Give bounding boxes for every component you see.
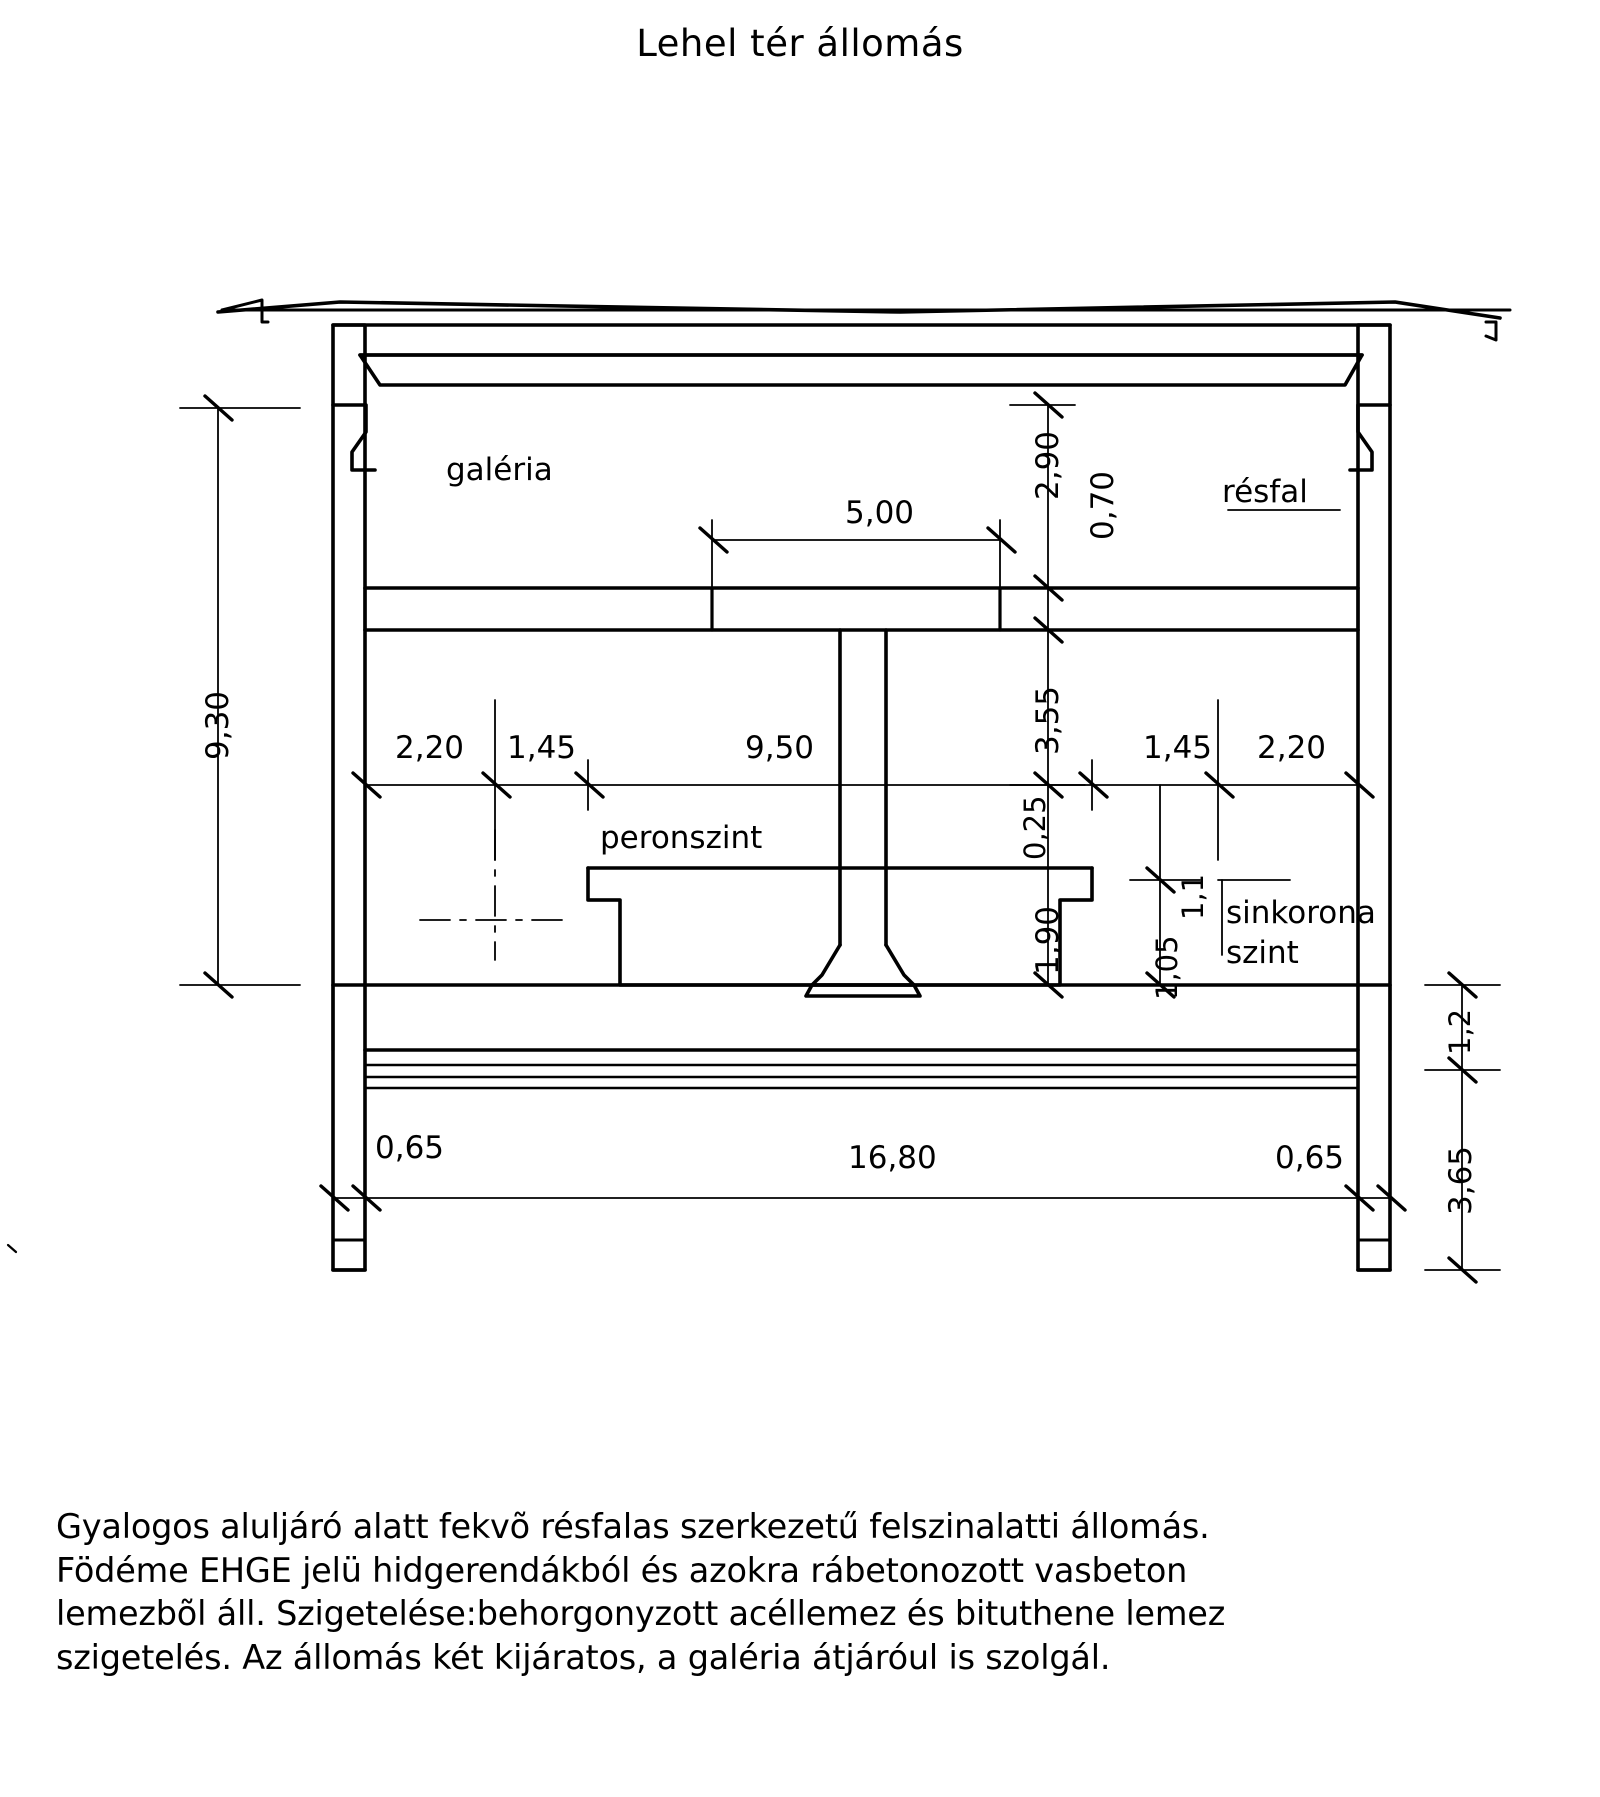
dim-inner-width: 16,80	[848, 1140, 937, 1176]
label-szint: szint	[1226, 935, 1299, 971]
dim-rail-height: 1,05	[1150, 935, 1184, 1000]
page-title: Lehel tér állomás	[636, 22, 964, 65]
dim-wall-right: 0,65	[1275, 1140, 1345, 1176]
dim-clearance: 1,90	[1030, 905, 1066, 975]
caption-line-2: Födéme EHGE jelü hidgerendákból és azokra rábetonozott vasbeton	[56, 1550, 1188, 1590]
dim-total-depth: 9,30	[200, 690, 236, 760]
dim-base-thickness: 1,2	[1443, 1008, 1477, 1055]
label-galeria: galéria	[446, 452, 553, 488]
dim-gallery-height: 2,90	[1030, 430, 1066, 500]
dim-slab-mid: 0,25	[1018, 795, 1052, 860]
dim-platform-width: 9,50	[745, 730, 815, 766]
dim-right-inner: 1,45	[1143, 730, 1213, 766]
caption-line-4: szigetelés. Az állomás két kijáratos, a galéria átjáróul is szolgál.	[56, 1637, 1111, 1677]
dim-right-outer: 2,20	[1257, 730, 1327, 766]
dim-left-inner: 1,45	[507, 730, 577, 766]
caption-line-3: lemezbõl áll. Szigetelése:behorgonyzott acéllemez és bituthene lemez	[56, 1594, 1226, 1634]
label-peronszint: peronszint	[600, 820, 763, 856]
caption-line-1: Gyalogos aluljáró alatt fekvõ résfalas szerkezetű felszinalatti állomás.	[56, 1507, 1210, 1546]
dim-rail-offset: 1,1	[1176, 873, 1210, 920]
label-sinkorona: sinkorona	[1226, 895, 1376, 931]
dim-slab-top: 0,70	[1085, 470, 1121, 540]
dim-left-outer: 2,20	[395, 730, 465, 766]
caption-block	[56, 1505, 1556, 1679]
dim-base-depth: 3,65	[1443, 1145, 1479, 1215]
label-resfal: résfal	[1222, 474, 1308, 510]
dim-span-top: 5,00	[845, 495, 915, 531]
dim-wall-left: 0,65	[375, 1130, 445, 1166]
dim-platform-level-height: 3,55	[1030, 685, 1066, 755]
